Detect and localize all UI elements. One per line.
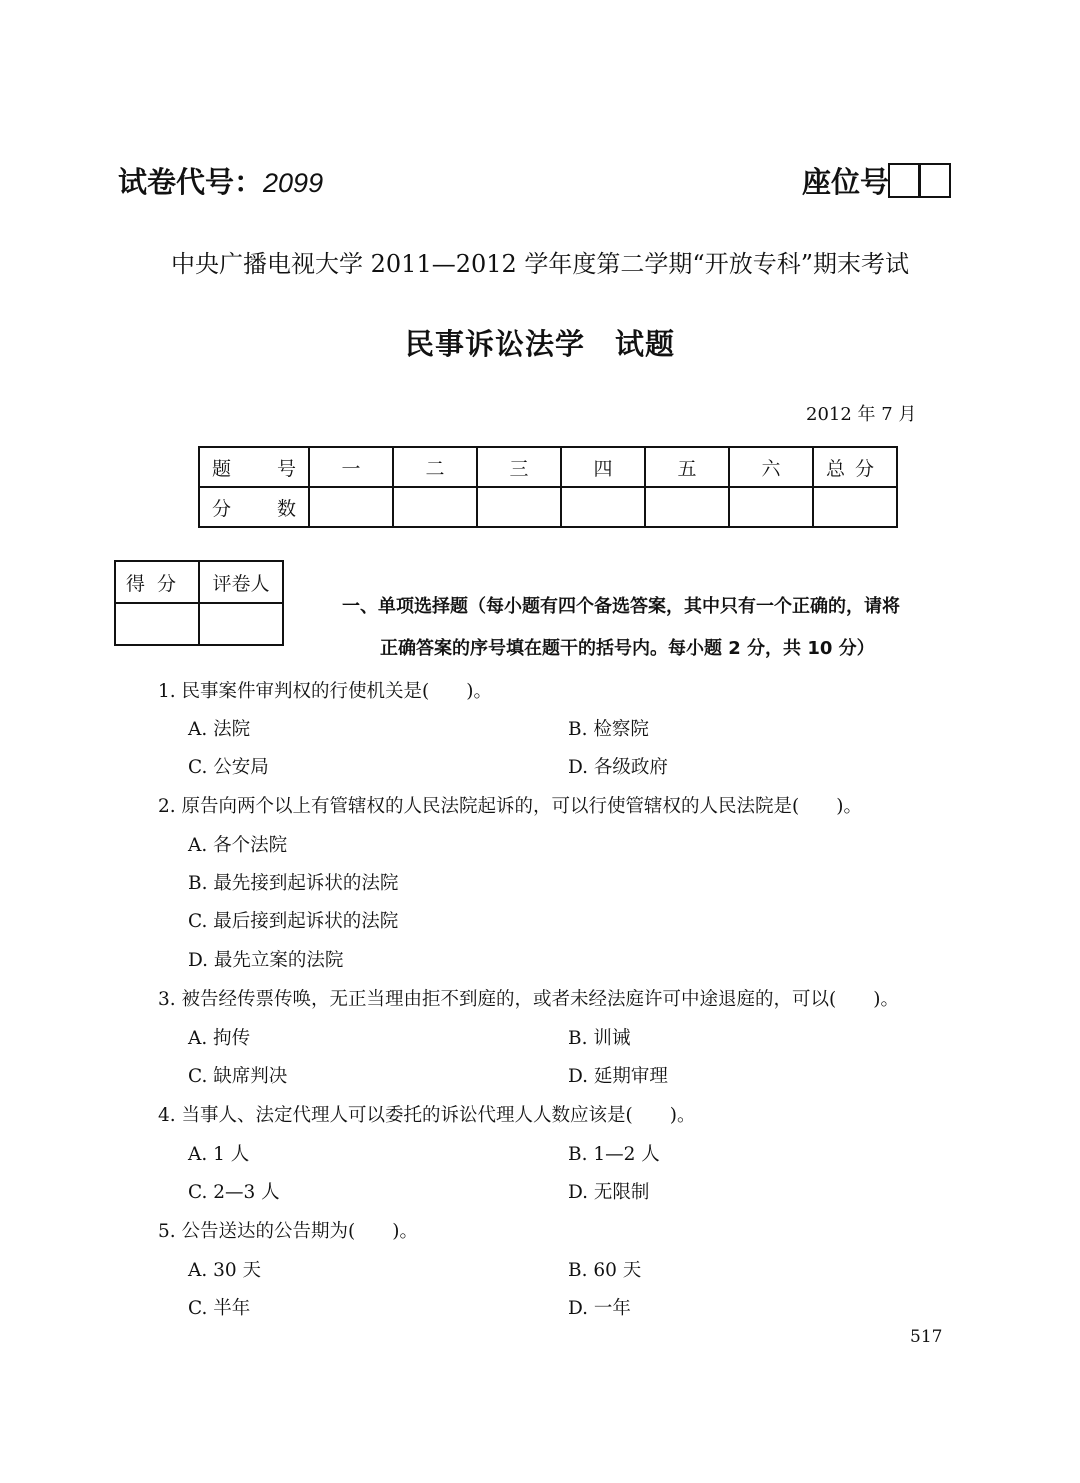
score-table-score-row <box>199 487 897 527</box>
option: D. 延期审理 <box>568 1066 668 1087</box>
question-stem: 1. 民事案件审判权的行使机关是( )。 <box>158 681 492 702</box>
grader-table <box>114 560 284 646</box>
question-stem: 2. 原告向两个以上有管辖权的人民法院起诉的，可以行使管辖权的人民法院是( )。 <box>158 796 862 817</box>
seat-box[interactable] <box>919 163 951 198</box>
question-stem: 3. 被告经传票传唤，无正当理由拒不到庭的，或者未经法庭许可中途退庭的，可以( )。 <box>158 989 899 1010</box>
column-header: 二 <box>393 447 477 487</box>
grader-name-cell[interactable] <box>199 603 283 645</box>
option: B. 训诫 <box>568 1028 631 1049</box>
option: C. 公安局 <box>188 757 269 778</box>
option: D. 无限制 <box>568 1182 650 1203</box>
option: A. 各个法院 <box>188 835 288 856</box>
column-header: 六 <box>729 447 813 487</box>
school-line: 中央广播电视大学 2011—2012 学年度第二学期“开放专科”期末考试 <box>171 250 909 278</box>
option: B. 检察院 <box>568 719 649 740</box>
seat-number <box>802 160 951 201</box>
score-cell[interactable] <box>729 487 813 527</box>
option: C. 半年 <box>188 1298 251 1319</box>
section-instruction-line-2: 正确答案的序号填在题干的括号内。每小题 2 分，共 10 分） <box>380 638 875 659</box>
grader-score-label: 得分 <box>115 561 199 603</box>
score-cell[interactable] <box>561 487 645 527</box>
question-stem: 4. 当事人、法定代理人可以委托的诉讼代理人人数应该是( )。 <box>158 1105 696 1126</box>
score-cell[interactable] <box>477 487 561 527</box>
score-cell[interactable] <box>309 487 393 527</box>
paper-code <box>118 160 323 201</box>
score-table <box>198 446 898 528</box>
seat-label: 座位号 <box>802 165 890 199</box>
option: A. 拘传 <box>188 1028 251 1049</box>
column-header: 五 <box>645 447 729 487</box>
column-header: 一 <box>309 447 393 487</box>
column-header-total: 总分 <box>813 447 897 487</box>
score-cell[interactable] <box>645 487 729 527</box>
grader-score-cell[interactable] <box>115 603 199 645</box>
option: D. 一年 <box>568 1298 631 1319</box>
question-stem: 5. 公告送达的公告期为( )。 <box>158 1221 418 1242</box>
option: C. 最后接到起诉状的法院 <box>188 911 399 932</box>
grader-name-label: 评卷人 <box>199 561 283 603</box>
score-cell[interactable] <box>393 487 477 527</box>
option: B. 最先接到起诉状的法院 <box>188 873 399 894</box>
option: A. 30 天 <box>188 1260 262 1281</box>
exam-date: 2012 年 7 月 <box>806 404 917 425</box>
column-header: 三 <box>477 447 561 487</box>
column-header: 四 <box>561 447 645 487</box>
option: C. 2—3 人 <box>188 1182 280 1203</box>
subject-title: 民事诉讼法学 试题 <box>404 327 675 361</box>
option: D. 最先立案的法院 <box>188 950 344 971</box>
score-header: 分数 <box>199 487 309 527</box>
option: A. 1 人 <box>188 1144 250 1165</box>
score-cell[interactable] <box>813 487 897 527</box>
option: B. 1—2 人 <box>568 1144 660 1165</box>
page-number: 517 <box>910 1327 943 1347</box>
option: D. 各级政府 <box>568 757 668 778</box>
score-table-header-row <box>199 447 897 487</box>
option: A. 法院 <box>188 719 251 740</box>
option: B. 60 天 <box>568 1260 642 1281</box>
seat-box[interactable] <box>888 163 920 198</box>
paper-code-number: 2099 <box>263 168 324 198</box>
question-number-header: 题号 <box>199 447 309 487</box>
paper-code-label: 试卷代号： <box>118 165 264 199</box>
option: C. 缺席判决 <box>188 1066 288 1087</box>
section-instruction-line-1: 一、单项选择题（每小题有四个备选答案，其中只有一个正确的，请将 <box>342 596 900 617</box>
